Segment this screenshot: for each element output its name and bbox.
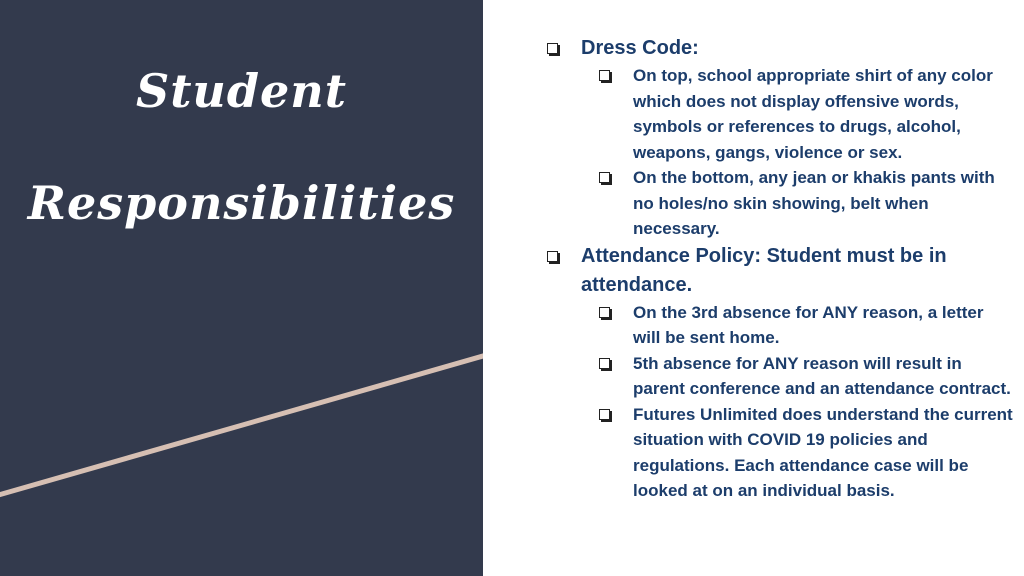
section-heading: Attendance Policy: Student must be in attendance. <box>581 244 947 296</box>
slide-title-line-1: Student <box>135 64 348 118</box>
title-panel <box>0 0 483 576</box>
list-item-text: 5th absence for ANY reason will result in parent conference and an attendance contract. <box>633 353 1011 398</box>
checkbox-bullet-icon <box>547 34 560 65</box>
list-item-text: On the bottom, any jean or khakis pants with no holes/no skin showing, belt when necessary. <box>633 168 995 238</box>
list-item-text: On top, school appropriate shirt of any color which does not display offensive words, symbols or references to drugs, alcohol, weapons, gangs, violence or sex. <box>633 66 993 162</box>
section-dress-code <box>545 34 1015 63</box>
checkbox-bullet-icon <box>599 63 612 91</box>
list-item <box>545 63 1015 165</box>
content-panel <box>483 0 1024 576</box>
bullet-list <box>545 34 1015 504</box>
section-heading: Dress Code: <box>581 37 699 59</box>
section-attendance-policy <box>545 242 1015 300</box>
list-item <box>545 351 1015 402</box>
checkbox-bullet-icon <box>599 300 612 328</box>
list-item <box>545 300 1015 351</box>
list-item <box>545 402 1015 504</box>
list-item-text: Futures Unlimited does understand the current situation with COVID 19 policies and regulations. Each attendance case will be looked at on an individual basis. <box>633 404 1013 500</box>
list-item <box>545 165 1015 242</box>
checkbox-bullet-icon <box>599 402 612 430</box>
checkbox-bullet-icon <box>599 351 612 379</box>
checkbox-bullet-icon <box>547 242 560 273</box>
diagonal-accent-line <box>0 0 483 576</box>
list-item-text: On the 3rd absence for ANY reason, a letter will be sent home. <box>633 302 984 347</box>
slide-title-line-2: Responsibilities <box>27 176 456 230</box>
checkbox-bullet-icon <box>599 165 612 193</box>
